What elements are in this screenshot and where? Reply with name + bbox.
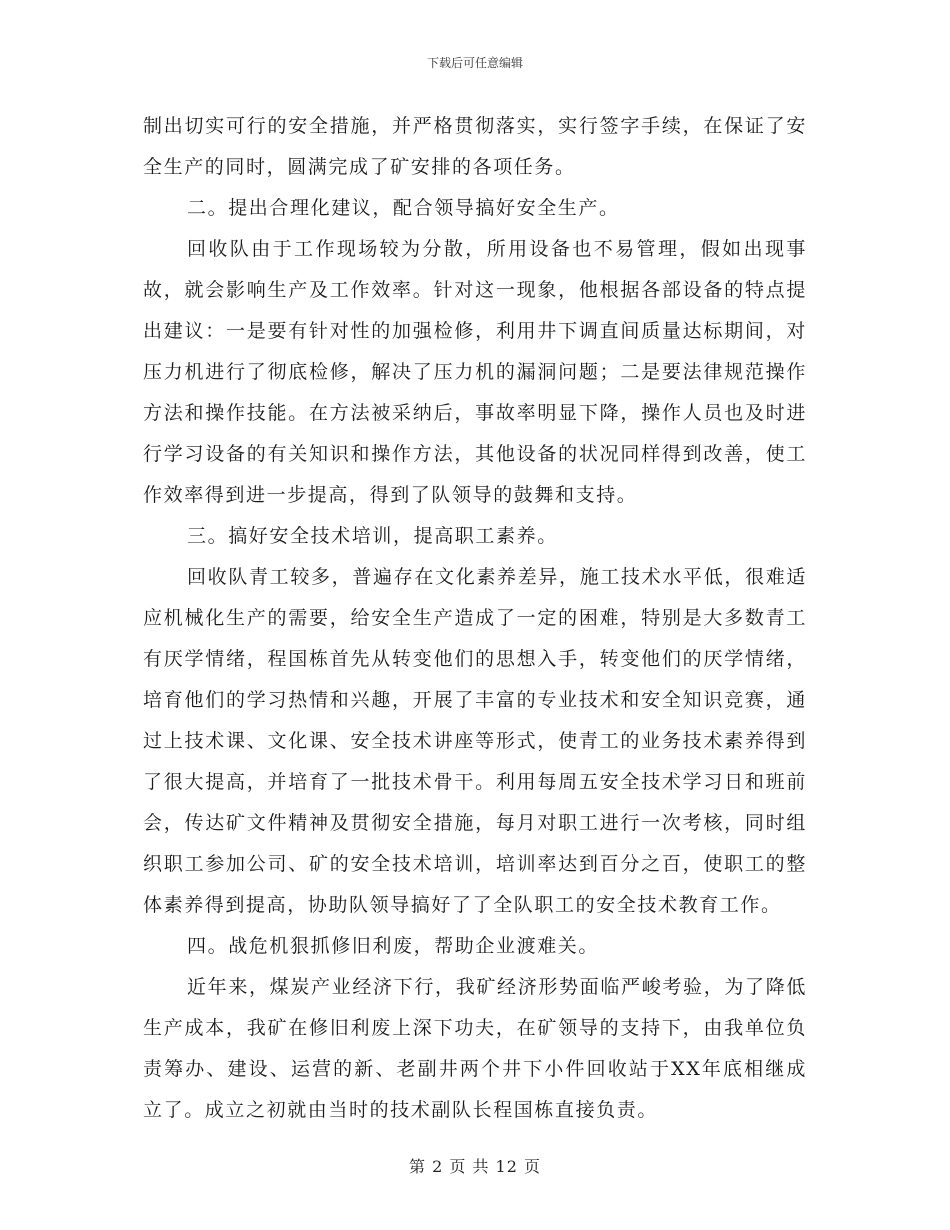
document-body (143, 106, 807, 1131)
section-heading-4: 四。战危机狠抓修旧利废，帮助企业渡难关。 (187, 935, 600, 957)
header-note: 下载后可任意编辑 (426, 56, 523, 70)
paragraph-5: 回收队青工较多，普遍存在文化素养差异，施工技术水平低，很难适应机械化生产的需要，给安全生产造成了一定的困难，特别是大多数青工有厌学情绪，程国栋首先从转变他们的思想入手，转变他们的厌学情绪，培育他们的学习热情和兴趣，开展了丰富的专业技术和安全知识竞赛，通过上技术课、文化课、安全技术讲座等形式，使青工的业务技术素养得到了很大提高，并培育了一批技术骨干。利用每周五安全技术学习日和班前会，传达矿文件精神及贯彻安全措施，每月对职工进行一次考核，同时组织职工参加公司、矿的安全技术培训，培训率达到百分之百，使职工的整体素养得到提高，协助队领导搞好了了全队职工的安全技术教育工作。 (143, 566, 807, 916)
paragraph-3: 回收队由于工作现场较为分散，所用设备也不易管理，假如出现事故，就会影响生产及工作效率。针对这一现象，他根据各部设备的特点提出建议：一是要有针对性的加强检修，利用井下调直间质量达标期间，对压力机进行了彻底检修，解决了压力机的漏洞问题；二是要法律规范操作方法和操作技能。在方法被采纳后，事故率明显下降，操作人员也及时进行学习设备的有关知识和操作方法，其他设备的状况同样得到改善，使工作效率得到进一步提高，得到了队领导的鼓舞和支持。 (143, 238, 807, 506)
paragraph-1: 制出切实可行的安全措施，并严格贯彻落实，实行签字手续，在保证了安全生产的同时，圆满完成了矿安排的各项任务。 (143, 115, 807, 178)
paragraph-7: 近年来，煤炭产业经济下行，我矿经济形势面临严峻考验，为了降低生产成本，我矿在修旧利废上深下功夫，在矿领导的支持下，由我单位负责筹办、建设、运营的新、老副井两个井下小件回收站于XX年底相继成立了。成立之初就由当时的技术副队长程国栋直接负责。 (143, 976, 807, 1121)
page-number-footer: 第 2 页 共 12 页 (409, 1157, 541, 1176)
section-heading-2: 二。提出合理化建议，配合领导搞好安全生产。 (187, 197, 620, 219)
section-heading-3: 三。搞好安全技术培训，提高职工素养。 (187, 525, 558, 547)
